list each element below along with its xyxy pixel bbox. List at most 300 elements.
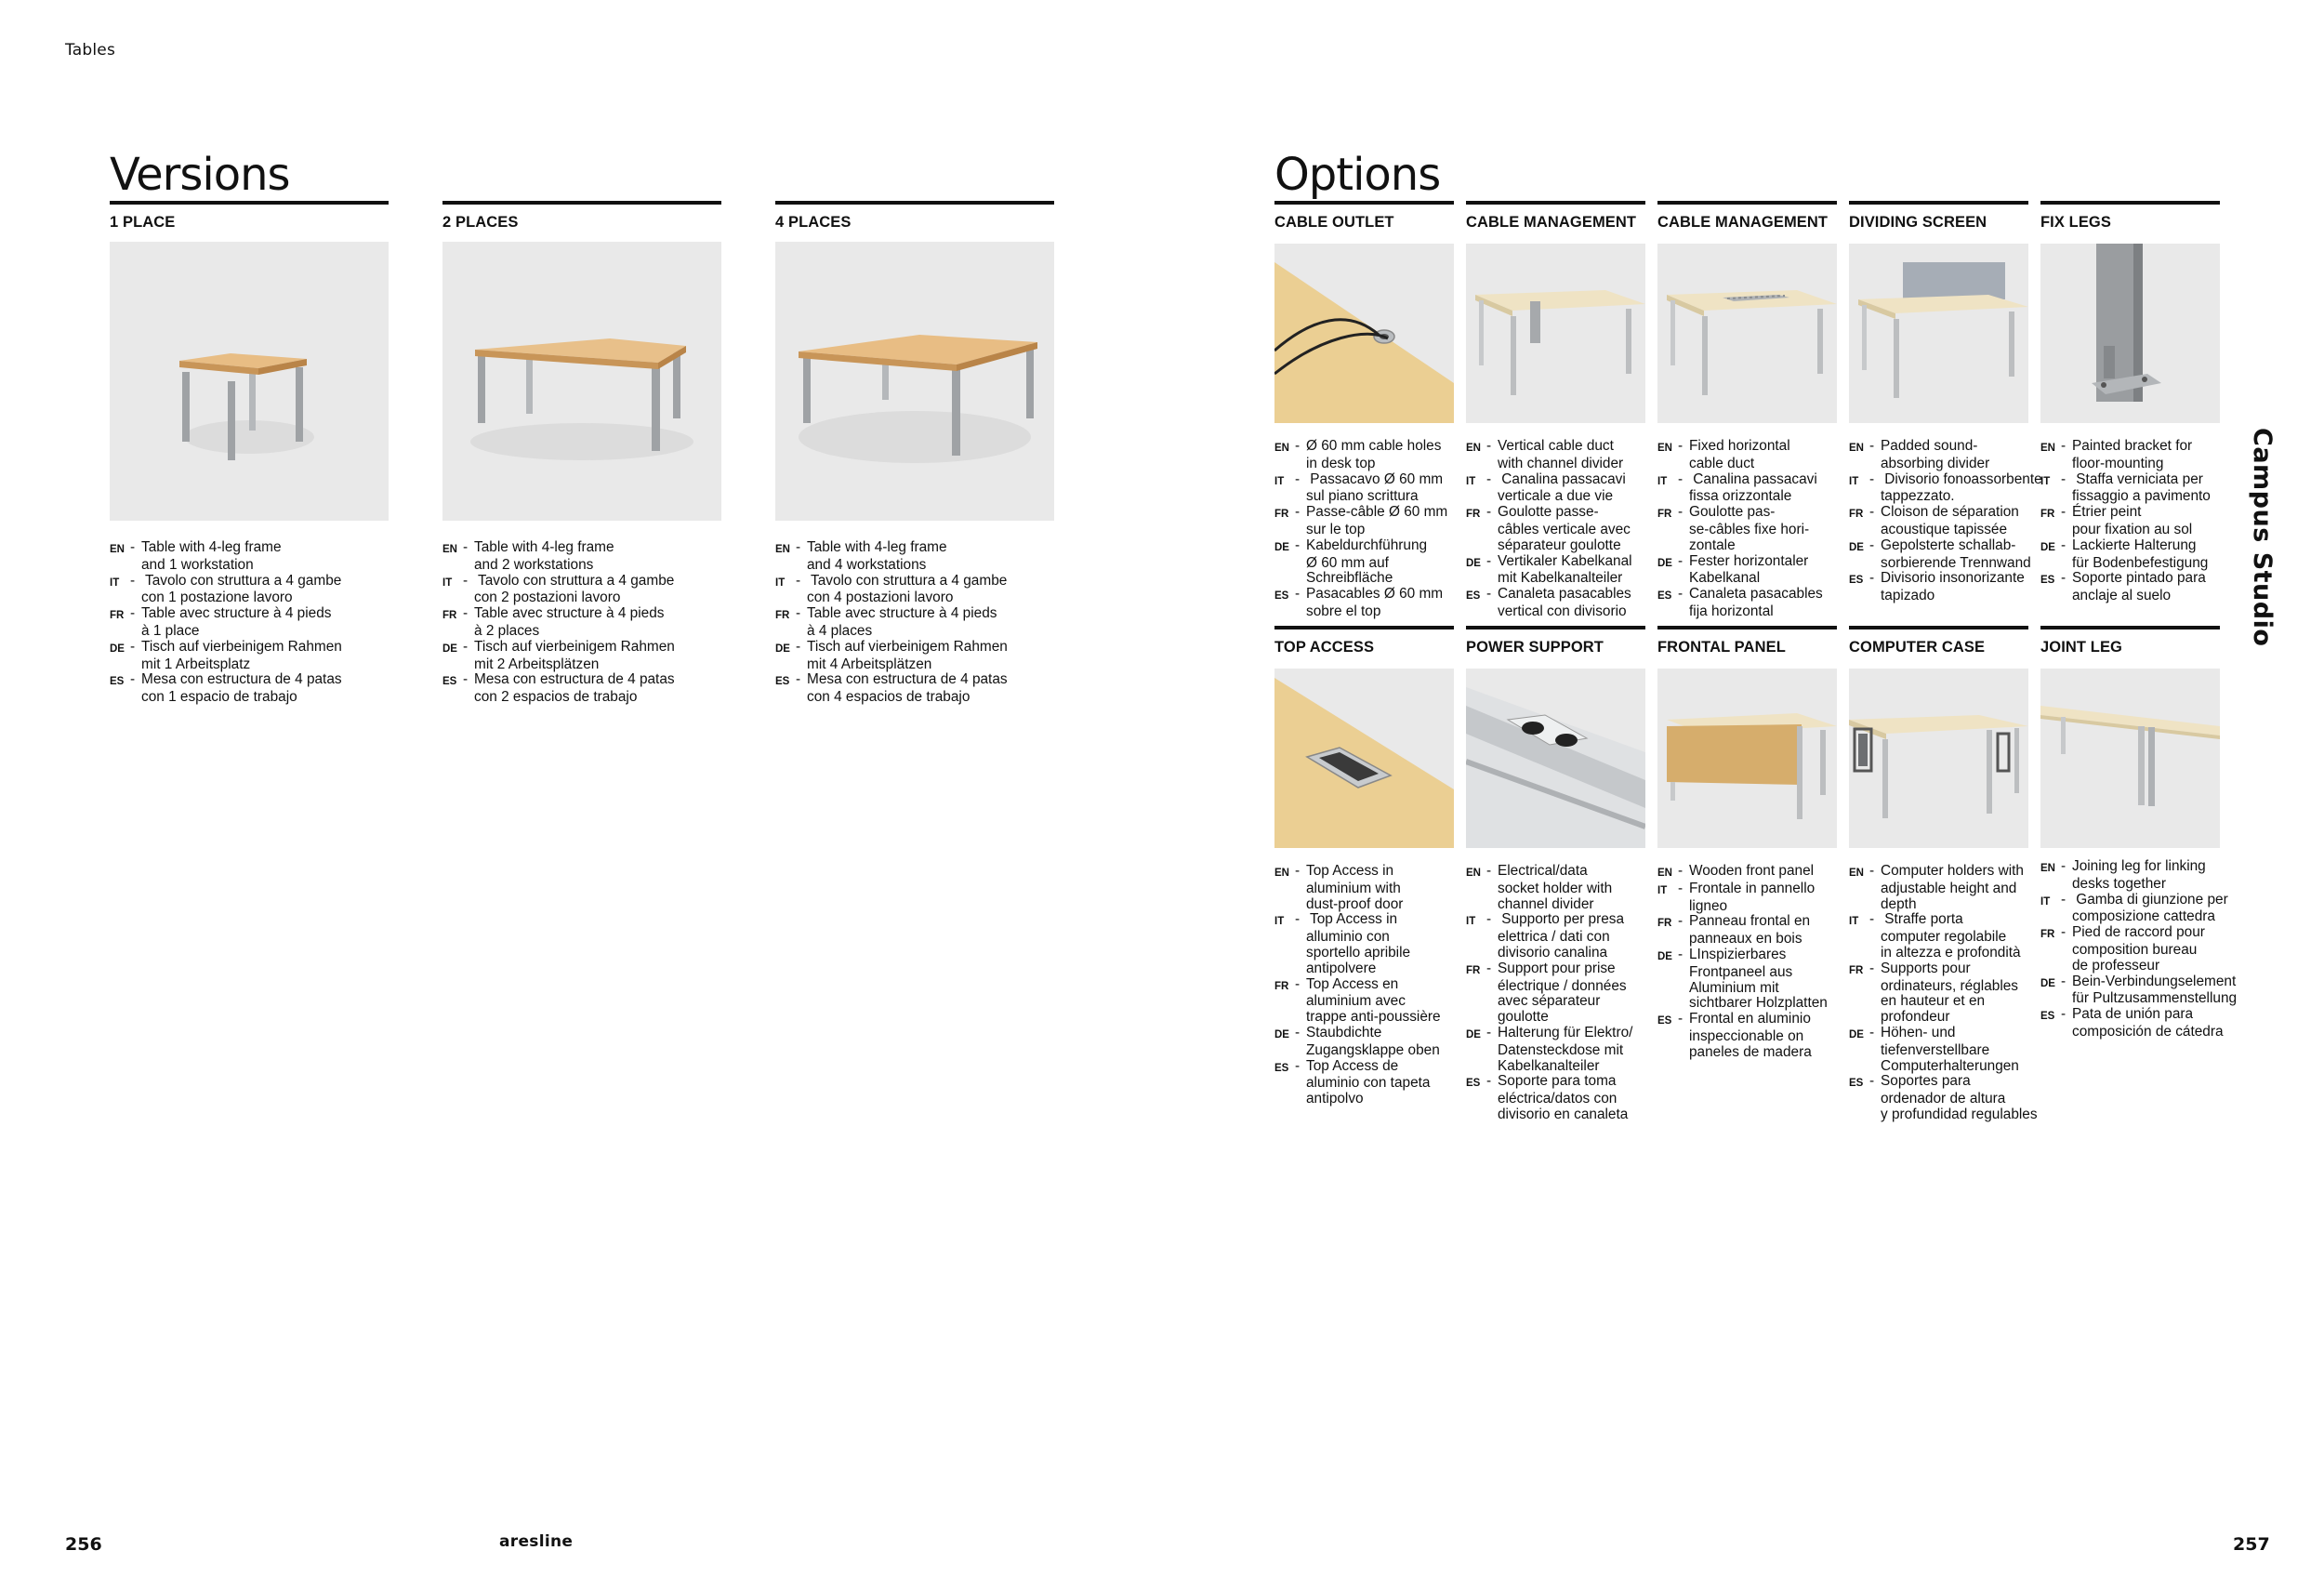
language-code: ES [1849,1078,1864,1090]
description-text: Pasacables Ø 60 mm [1306,586,1444,603]
dash-separator: - [1486,1024,1492,1040]
description-line: en hauteur et en [1881,993,1986,1010]
dash-separator: - [1295,537,1301,553]
option-column [1274,626,1454,656]
description-line [2040,925,2237,943]
column-heading: POWER SUPPORT [1466,639,1604,656]
dash-separator: - [463,572,469,589]
description-line: computer regolabile [1881,929,2007,946]
language-code: EN [2040,443,2055,454]
description-line: ordenador de altura [1881,1091,2006,1107]
description-line: elettrica / dati con [1498,929,1610,946]
description-line: profondeur [1881,1009,1950,1026]
language-code: ES [1849,575,1864,587]
language-code: FR [1466,509,1481,521]
description-text: Bein-Verbindungselement [2072,973,2237,989]
column-rule [1657,201,1837,205]
description-line [1849,1026,2038,1043]
description-text: Top Access in [1306,863,1394,879]
computer-case-description [1849,864,2038,1123]
description-text: Soporte para toma [1498,1073,1617,1090]
language-code: DE [2040,977,2055,989]
description-text: Painted bracket for [2072,438,2193,454]
language-code: ES [2040,1011,2055,1023]
description-line [1466,554,1632,572]
language-code: DE [1657,557,1672,569]
description-line [1274,505,1447,523]
description-text: Table avec structure à 4 pieds [807,605,997,622]
description-text: Mesa con estructura de 4 patas [474,671,675,688]
language-code: EN [1466,868,1481,879]
description-line: câbles verticale avec [1498,521,1631,537]
description-line: goulotte [1498,1009,1549,1026]
description-line [1466,472,1632,490]
description-line: anclaje al suelo [2072,588,2172,604]
description-line [1274,977,1441,995]
dash-separator: - [130,671,136,688]
description-line: Zugangsklappe oben [1306,1041,1440,1058]
description-line [2040,1007,2237,1025]
description-text: Top Access in [1306,911,1398,928]
language-code: DE [1849,1028,1864,1040]
description-line: Aluminium mit [1689,979,1779,996]
vertical-cable-duct-image [1466,244,1645,423]
description-text: Staubdichte [1306,1024,1382,1040]
dash-separator: - [1869,470,1875,487]
options-title: Options [1274,149,1441,201]
dash-separator: - [1678,552,1684,569]
column-rule [1657,626,1837,629]
description-line: antipolvere [1306,960,1377,976]
language-code: IT [2040,475,2051,487]
column-rule [442,201,721,205]
language-code: FR [1466,964,1481,976]
description-line [1274,1026,1441,1043]
table-1-place-image [110,242,389,521]
description-line [2040,472,2211,490]
description-text: Computer holders with [1881,863,2024,879]
description-text: Ø 60 mm cable holes [1306,438,1442,454]
dash-separator: - [2061,858,2067,874]
description-text: Top Access de [1306,1057,1399,1074]
column-rule [1274,626,1454,629]
dash-separator: - [2061,924,2067,941]
description-line: Datensteckdose mit [1498,1041,1624,1058]
column-heading: CABLE MANAGEMENT [1466,214,1637,231]
top-access-image [1274,669,1454,848]
description-line: alluminio con [1306,929,1390,946]
power-support-description [1466,864,1632,1123]
description-line [1466,1026,1632,1043]
dash-separator: - [1869,504,1875,521]
dash-separator: - [463,605,469,622]
description-text: Höhen- und [1881,1024,1956,1040]
description-text: Electrical/data [1498,863,1588,879]
description-line [1466,439,1632,457]
language-code: IT [1466,475,1476,487]
dash-separator: - [2061,438,2067,454]
language-code: IT [1657,884,1668,896]
description-text: Canalina passacavi [1498,470,1626,487]
dash-separator: - [1678,913,1684,930]
description-line: con 1 postazione lavoro [141,590,293,606]
dash-separator: - [1295,504,1301,521]
dash-separator: - [463,539,469,555]
dash-separator: - [1486,438,1492,454]
vertical-cable-duct-description [1466,439,1632,620]
description-line: Kabelkanal [1689,570,1761,587]
description-line [110,606,342,624]
description-line: con 4 postazioni lavoro [807,590,954,606]
language-code: IT [1849,475,1859,487]
dividing-screen-image [1849,244,2028,423]
fix-legs-image [2040,244,2220,423]
version-2-description [442,540,675,706]
description-line: divisorio canalina [1498,944,1608,961]
description-text: Kabeldurchführung [1306,537,1428,553]
description-line [1274,864,1441,881]
description-line [2040,505,2211,523]
description-line: vertical con divisorio [1498,603,1627,619]
dash-separator: - [2061,1006,2067,1023]
column-rule [1274,201,1454,205]
description-line: paneles de madera [1689,1043,1812,1060]
dash-separator: - [463,638,469,655]
column-rule [110,201,389,205]
description-line [110,574,342,591]
language-code: EN [775,544,790,555]
description-text: Lackierte Halterung [2072,537,2197,553]
description-line: composición de cátedra [2072,1023,2224,1040]
language-code: EN [1274,868,1289,879]
description-line [1466,1074,1632,1092]
dash-separator: - [1678,438,1684,454]
description-text: Halterung für Elektro/ [1498,1024,1633,1040]
description-text: Table avec structure à 4 pieds [141,605,332,622]
dash-separator: - [796,572,801,589]
description-line [2040,974,2237,992]
language-code: ES [1274,1062,1289,1074]
description-line: acoustique tapissée [1881,521,2008,537]
dash-separator: - [796,539,801,555]
dash-separator: - [1678,586,1684,603]
description-line [1849,912,2038,930]
dash-separator: - [2061,470,2067,487]
description-line [442,672,675,690]
description-line: panneaux en bois [1689,931,1802,948]
description-text: Mesa con estructura de 4 patas [807,671,1008,688]
language-code: IT [1849,916,1859,928]
description-line: con 1 espacio de trabajo [141,689,297,706]
description-text: Straffe porta [1881,911,1963,928]
table-2-places-image [442,242,721,521]
description-line: für Bodenbefestigung [2072,554,2209,571]
table-4-places-image [775,242,1054,521]
language-code: FR [1849,509,1864,521]
dash-separator: - [1486,470,1492,487]
dash-separator: - [2061,973,2067,989]
description-line [442,606,675,624]
dash-separator: - [1486,960,1492,976]
option-column [1657,201,1837,232]
dash-separator: - [1295,438,1301,454]
description-line [1274,912,1441,930]
description-line: Frontpaneel aus [1689,963,1793,980]
description-line [1657,439,1823,457]
language-code: DE [1274,1028,1289,1040]
description-line: socket holder with [1498,880,1613,896]
language-code: EN [1466,443,1481,454]
option-column [1466,626,1645,656]
description-text: Goulotte passe- [1498,504,1599,521]
description-line: divisorio en canaleta [1498,1106,1629,1122]
dash-separator: - [130,572,136,589]
description-line [1274,587,1447,604]
language-code: EN [2040,863,2055,874]
language-code: DE [1849,541,1864,553]
description-line [1849,472,2042,490]
description-line: sobre el top [1306,603,1381,619]
description-text: Goulotte pas- [1689,504,1776,521]
description-line [2040,571,2211,589]
description-line [1274,439,1447,457]
description-line: Ø 60 mm auf [1306,554,1389,571]
description-line: tiefenverstellbare [1881,1041,1990,1058]
description-text: Wooden front panel [1689,863,1815,879]
language-code: DE [775,643,790,655]
description-line: and 4 workstations [807,556,927,573]
description-line [442,540,675,558]
description-text: Table with 4-leg frame [474,539,614,555]
description-text: Staffa verniciata per [2072,470,2203,487]
description-line [1466,961,1632,979]
version-3-description [775,540,1008,706]
description-line [1657,864,1828,881]
dash-separator: - [130,539,136,555]
language-code: DE [2040,541,2055,553]
description-text: Supports pour [1881,960,1971,976]
dash-separator: - [130,605,136,622]
description-line: aluminium avec [1306,993,1406,1010]
dash-separator: - [1678,946,1684,962]
description-line [1849,571,2042,589]
frontal-panel-image [1657,669,1837,848]
column-rule [2040,201,2220,205]
description-line: à 1 place [141,622,200,639]
language-code: EN [1274,443,1289,454]
joint-leg-image [2040,669,2220,848]
description-text: Tisch auf vierbeinigem Rahmen [474,638,675,655]
description-line [442,574,675,591]
column-heading: FIX LEGS [2040,214,2111,231]
dash-separator: - [1295,470,1301,487]
description-text: Top Access en [1306,975,1399,992]
description-line [1657,914,1828,932]
description-line: floor-mounting [2072,455,2164,471]
description-line [1849,864,2038,881]
description-text: Vertikaler Kabelkanal [1498,552,1632,569]
description-line: à 2 places [474,622,540,639]
description-line: ordinateurs, réglables [1881,977,2019,994]
column-heading: CABLE OUTLET [1274,214,1394,231]
dash-separator: - [1486,552,1492,569]
column-heading: CABLE MANAGEMENT [1657,214,1829,231]
option-column [1466,201,1645,232]
description-line: adjustable height and [1881,880,2017,896]
description-line [775,672,1008,690]
dash-separator: - [1295,1024,1301,1040]
description-text: Divisorio insonorizante [1881,570,2025,587]
language-code: IT [1466,916,1476,928]
language-code: FR [1657,918,1672,930]
description-text: Table with 4-leg frame [141,539,282,555]
language-code: ES [775,676,790,688]
description-line: avec séparateur [1498,993,1601,1010]
brand-logo: aresline [499,1532,574,1551]
cable-outlet-image [1274,244,1454,423]
column-heading: TOP ACCESS [1274,639,1375,656]
description-line [1657,881,1828,899]
dash-separator: - [1486,1073,1492,1090]
description-line: trappe anti-poussière [1306,1009,1441,1026]
description-line [1466,864,1632,881]
description-line [1849,961,2038,979]
dash-separator: - [1869,537,1875,553]
language-code: ES [442,676,457,688]
versions-title: Versions [110,149,290,201]
dash-separator: - [130,638,136,655]
description-line: tapizado [1881,588,1935,604]
description-line [1466,587,1632,604]
column-rule [1466,201,1645,205]
description-line: sichtbarer Holzplatten [1689,995,1828,1012]
description-line [2040,439,2211,457]
language-code: DE [1466,1028,1481,1040]
description-line: fija horizontal [1689,603,1774,619]
description-line: in desk top [1306,455,1376,471]
language-code: ES [1466,590,1481,603]
description-line [1657,587,1823,604]
description-line: à 4 places [807,622,873,639]
version-1-description [110,540,342,706]
description-text: Tavolo con struttura a 4 gambe [474,572,675,589]
description-text: Passe-câble Ø 60 mm [1306,504,1448,521]
dash-separator: - [2061,570,2067,587]
description-text: Canalina passacavi [1689,470,1817,487]
language-code: IT [1657,475,1668,487]
dash-separator: - [796,671,801,688]
description-line: ligneo [1689,897,1728,914]
language-code: FR [1657,509,1672,521]
description-text: Divisorio fonoassorbente [1881,470,2042,487]
description-line: aluminio con tapeta [1306,1075,1431,1092]
column-rule [1849,626,2028,629]
language-code: IT [775,576,786,589]
description-line [1657,1012,1828,1029]
language-code: EN [442,544,457,555]
option-column [1849,201,2028,232]
dash-separator: - [1869,1073,1875,1090]
description-line: and 1 workstation [141,556,254,573]
dash-separator: - [1486,504,1492,521]
computer-case-image [1849,669,2028,848]
column-heading: FRONTAL PANEL [1657,639,1786,656]
description-line [775,606,1008,624]
dash-separator: - [1869,960,1875,976]
dash-separator: - [1869,911,1875,928]
language-code: FR [1274,980,1289,992]
version-column-3 [775,201,1054,232]
column-heading: 1 PLACE [110,214,176,231]
description-text: Cloison de séparation [1881,504,2019,521]
description-line: antipolvo [1306,1091,1364,1107]
description-line: con 2 espacios de trabajo [474,689,638,706]
dash-separator: - [463,671,469,688]
description-line: mit Kabelkanalteiler [1498,570,1623,587]
description-line: composition bureau [2072,941,2198,958]
description-line: con 4 espacios de trabajo [807,689,971,706]
dash-separator: - [1295,863,1301,879]
description-line: dust-proof door [1306,895,1404,912]
language-code: IT [442,576,453,589]
horizontal-cable-duct-description [1657,439,1823,620]
description-line [1466,912,1632,930]
dash-separator: - [1678,880,1684,896]
description-line: sur le top [1306,521,1366,537]
section-category: Tables [65,41,116,60]
dash-separator: - [2061,504,2067,521]
column-rule [1466,626,1645,629]
dash-separator: - [1295,1057,1301,1074]
horizontal-cable-duct-image [1657,244,1837,423]
description-text: Joining leg for linking [2072,858,2206,874]
frontal-panel-description [1657,864,1828,1061]
column-rule [1849,201,2028,205]
language-code: EN [1849,443,1864,454]
dash-separator: - [2061,537,2067,553]
description-line: mit 4 Arbeitsplätzen [807,656,932,672]
description-line [1657,948,1828,965]
dividing-screen-description [1849,439,2042,604]
language-code: IT [2040,895,2051,908]
language-code: EN [110,544,125,555]
language-code: IT [1274,916,1285,928]
description-text: Étrier peint [2072,504,2142,521]
description-line [775,640,1008,657]
option-column [1657,626,1837,656]
dash-separator: - [1678,504,1684,521]
option-column [2040,201,2220,232]
description-line: de professeur [2072,957,2160,974]
description-line: sorbierende Trennwand [1881,554,2031,571]
description-line: channel divider [1498,895,1594,912]
dash-separator: - [1295,911,1301,928]
column-rule [775,201,1054,205]
option-column [1849,626,2028,656]
description-line: y profundidad regulables [1881,1106,2038,1122]
description-line [1849,538,2042,556]
description-line [2040,859,2237,877]
description-line [2040,893,2237,910]
description-line: composizione cattedra [2072,908,2215,925]
language-code: EN [1657,443,1672,454]
description-line: depth [1881,895,1917,912]
dash-separator: - [1869,1024,1875,1040]
language-code: IT [110,576,120,589]
dash-separator: - [1486,586,1492,603]
description-text: Vertical cable duct [1498,438,1614,454]
description-line: con 2 postazioni lavoro [474,590,621,606]
